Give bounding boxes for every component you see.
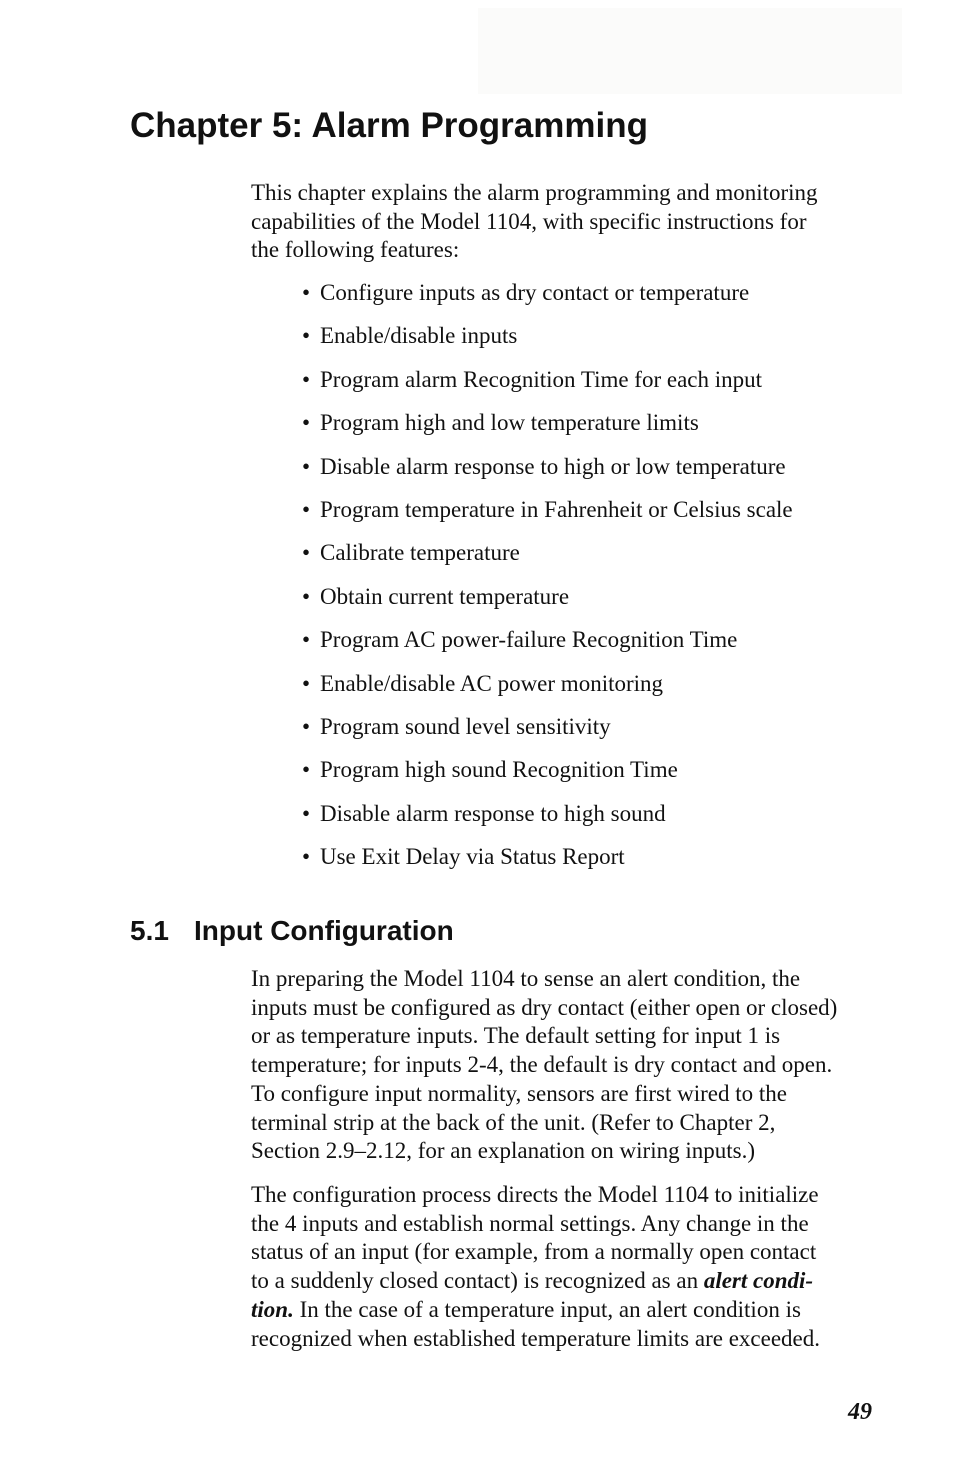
bullet-icon: • (302, 800, 311, 826)
paragraph-line: temperature; for inputs 2-4, the default is dry contact and open. (251, 1052, 833, 1078)
configuration-process-paragraph (251, 1181, 875, 1353)
feature-item (302, 453, 793, 496)
bullet-icon: • (302, 627, 311, 653)
intro-line: the following features: (251, 237, 460, 263)
feature-label: Program alarm Recognition Time for each input (320, 366, 763, 392)
bullet-icon: • (302, 713, 311, 739)
paragraph-line: Section 2.9–2.12, for an explanation on wiring inputs.) (251, 1138, 756, 1164)
feature-item (302, 366, 793, 409)
paragraph-line: terminal strip at the back of the unit. (Refer to Chapter 2, (251, 1109, 776, 1135)
paragraph-line: the 4 inputs and establish normal settings. Any change in the (251, 1210, 809, 1236)
paragraph-line: inputs must be configured as dry contact (either open or closed) (251, 994, 838, 1020)
scan-shade (478, 8, 902, 94)
feature-item (302, 583, 793, 626)
paragraph-line: In the case of a temperature input, an alert condition is (293, 1296, 801, 1322)
section-heading (130, 913, 454, 949)
bullet-icon: • (302, 323, 311, 349)
feature-label: Disable alarm response to high or low temperature (320, 453, 786, 479)
feature-label: Configure inputs as dry contact or temperature (320, 280, 750, 305)
feature-label: Program high and low temperature limits (320, 410, 699, 436)
page-number: 49 (848, 1399, 872, 1425)
intro-line: This chapter explains the alarm programming and monitoring (251, 180, 818, 205)
section-title: Input Configuration (194, 915, 454, 946)
bullet-icon: • (302, 583, 311, 609)
feature-item (302, 539, 793, 582)
bullet-icon: • (302, 757, 311, 783)
alert-condition-term: alert condi- (703, 1268, 814, 1294)
chapter-title: Chapter 5: Alarm Programming (130, 106, 648, 145)
bullet-icon: • (302, 844, 311, 870)
feature-item (302, 843, 793, 886)
feature-item (302, 322, 793, 365)
paragraph-line: The configuration process directs the Model 1104 to initialize (251, 1182, 819, 1207)
feature-item (302, 800, 793, 843)
bullet-icon: • (302, 540, 311, 566)
paragraph-line: recognized when established temperature limits are exceeded. (251, 1325, 820, 1351)
bullet-icon: • (302, 280, 311, 305)
feature-item (302, 496, 793, 539)
section-number: 5.1 (130, 915, 169, 946)
feature-item (302, 626, 793, 669)
bullet-icon: • (302, 496, 311, 522)
feature-label: Obtain current temperature (320, 583, 570, 609)
bullet-icon: • (302, 366, 311, 392)
feature-label: Use Exit Delay via Status Report (320, 844, 625, 870)
paragraph-line: In preparing the Model 1104 to sense an alert condition, the (251, 966, 801, 991)
feature-label: Program high sound Recognition Time (320, 757, 678, 783)
intro-paragraph (251, 179, 871, 265)
feature-label: Program AC power-failure Recognition Time (320, 627, 738, 653)
paragraph-line: status of an input (for example, from a normally open contact (251, 1239, 817, 1265)
bullet-icon: • (302, 453, 311, 479)
feature-item (302, 409, 793, 452)
feature-label: Disable alarm response to high sound (320, 800, 666, 826)
feature-item (302, 670, 793, 713)
input-configuration-paragraph (251, 965, 875, 1166)
paragraph-line: or as temperature inputs. The default setting for input 1 is (251, 1023, 781, 1049)
feature-label: Enable/disable inputs (320, 323, 518, 349)
feature-label: Enable/disable AC power monitoring (320, 670, 664, 696)
paragraph-line: To configure input normality, sensors are first wired to the (251, 1080, 787, 1106)
feature-item (302, 713, 793, 756)
intro-line: capabilities of the Model 1104, with specific instructions for (251, 208, 807, 234)
feature-list (302, 279, 793, 886)
feature-label: Program sound level sensitivity (320, 713, 611, 739)
bullet-icon: • (302, 670, 311, 696)
feature-item (302, 279, 793, 322)
feature-item (302, 756, 793, 799)
feature-label: Calibrate temperature (320, 540, 520, 566)
paragraph-line: to a suddenly closed contact) is recognized as an (251, 1268, 704, 1294)
alert-condition-term-end: tion. (251, 1296, 294, 1322)
feature-label: Program temperature in Fahrenheit or Celsius scale (320, 496, 793, 522)
bullet-icon: • (302, 410, 311, 436)
